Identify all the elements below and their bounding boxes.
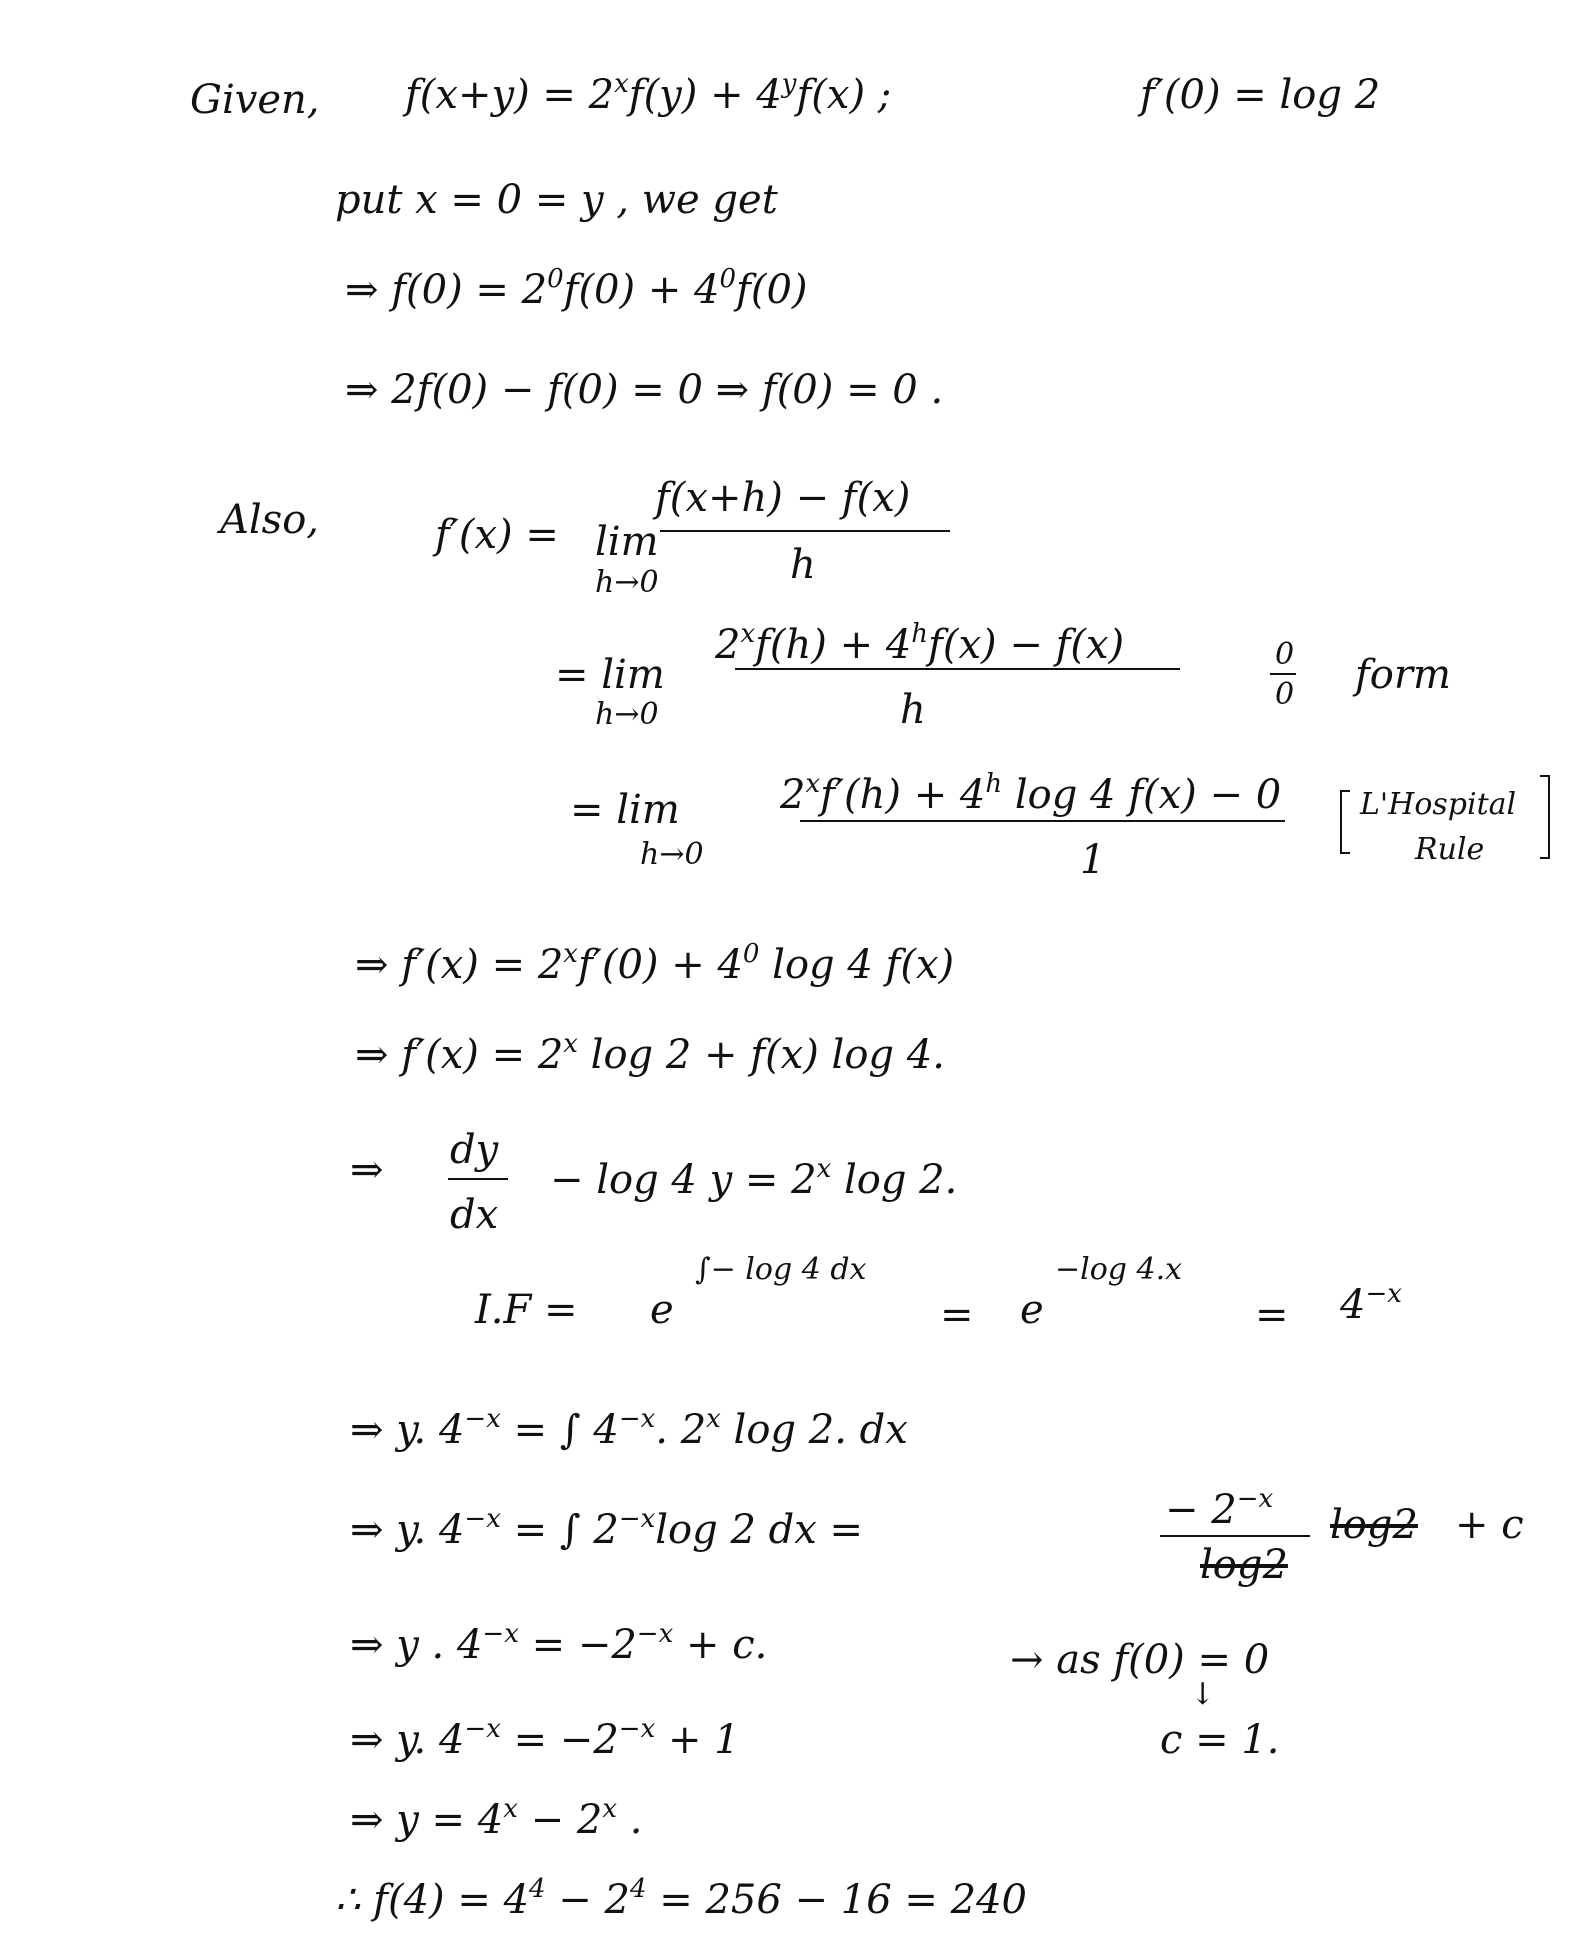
eq-sup: −x [464, 1714, 501, 1744]
step-y [350, 1794, 643, 1843]
implies-arrow: ⇒ [350, 1147, 384, 1193]
step-int-1 [350, 1404, 908, 1453]
eq-sup: h [985, 769, 1003, 799]
eq-part: ⇒ y. 4 [350, 1717, 465, 1763]
eq-part: = −2 [500, 1717, 619, 1763]
eq-sup: −x [618, 1714, 656, 1744]
eq-part: + c. [673, 1622, 768, 1668]
eq-part: f(h) + 4 [755, 622, 912, 668]
eq-part: log 4 f(x) − 0 [1002, 772, 1282, 818]
zero-over-zero-num: 0 [1275, 637, 1295, 672]
fraction-bar [660, 530, 950, 532]
eq-sup: x [563, 1029, 578, 1059]
given-label: Given, [190, 77, 320, 123]
eq-part: ⇒ y = 4 [350, 1797, 504, 1843]
if-eq1: = [940, 1292, 974, 1338]
lim-sub-1: h→0 [595, 565, 659, 600]
eq-part: f′(0) + 4 [577, 942, 743, 988]
eq-part: = ∫ 4 [500, 1407, 619, 1453]
den-3: 1 [1080, 837, 1106, 883]
eq-part: − log 4 y = 2 [550, 1157, 817, 1203]
eq-sup: x [563, 939, 578, 969]
eq-sup: x [503, 1794, 518, 1824]
eq-part: f′(h) + 4 [820, 772, 986, 818]
dy: dy [450, 1127, 499, 1173]
lim-3: = lim [570, 787, 680, 833]
step-c-2 [350, 1714, 740, 1763]
int-result-num [1165, 1484, 1274, 1533]
eq-part: = −2 [518, 1622, 637, 1668]
c-equals-one: c = 1. [1160, 1717, 1280, 1763]
num-2 [715, 619, 1125, 668]
int-result-den: log2 [1200, 1542, 1288, 1588]
if-label: I.F = [475, 1287, 578, 1333]
eq-sup: x [706, 1404, 721, 1434]
eq-part: log 4 f(x) [759, 942, 955, 988]
final-answer [335, 1874, 1027, 1923]
eq-sup: −x [636, 1619, 674, 1649]
eq-part: ⇒ y. 4 [350, 1407, 465, 1453]
eq-part: f(x+y) = 2 [405, 72, 615, 118]
eq-sup: x [740, 619, 756, 649]
eq-part: = ∫ 2 [500, 1507, 619, 1553]
num-1: f(x+h) − f(x) [655, 475, 911, 521]
eq-part: . 2 [655, 1407, 707, 1453]
eq-part: log 2 + f(x) log 4. [577, 1032, 945, 1078]
eq-sup: 4 [529, 1874, 546, 1904]
den-2: h [900, 687, 926, 733]
fraction-bar [735, 668, 1180, 670]
eq-sup: −x [1365, 1279, 1402, 1309]
as-f0-note: → as f(0) = 0 [1010, 1637, 1270, 1683]
num-3 [780, 769, 1282, 818]
eq-sup: x [816, 1154, 832, 1184]
if-e1: e [650, 1287, 674, 1333]
fraction-bar [1160, 1535, 1310, 1537]
step-f0-zero: ⇒ 2f(0) − f(0) = 0 ⇒ f(0) = 0 . [345, 367, 944, 413]
eq-sup: −x [464, 1504, 501, 1534]
left-bracket [1340, 790, 1350, 854]
eq-part: f(0) [736, 267, 808, 313]
eq-part: . [616, 1797, 643, 1843]
eq-part: ⇒ y . 4 [350, 1622, 483, 1668]
eq-part: log 2. dx [720, 1407, 908, 1453]
eq-part: 2 [780, 772, 806, 818]
fraction-bar [800, 820, 1285, 822]
eq-sup: y [781, 69, 797, 99]
lim-sub-3: h→0 [640, 837, 704, 872]
zero-over-zero-den: 0 [1275, 677, 1295, 712]
functional-equation [405, 69, 892, 118]
struck-log2: log2 [1330, 1502, 1418, 1548]
eq-part: ⇒ y. 4 [350, 1507, 465, 1553]
eq-sup: 0 [719, 264, 737, 294]
form-label: form [1355, 652, 1451, 698]
eq-sup: h [911, 619, 929, 649]
eq-part: + 1 [655, 1717, 740, 1763]
eq-part: ⇒ f(0) = 2 [345, 267, 548, 313]
down-arrow: ↓ [1190, 1677, 1216, 1712]
step-int-2 [350, 1504, 864, 1553]
eq-part: − 2 [517, 1797, 603, 1843]
eq-part: f(x) − f(x) [928, 622, 1125, 668]
eq-sup: −x [464, 1404, 501, 1434]
lim-sub-2: h→0 [595, 697, 659, 732]
dx: dx [450, 1192, 499, 1238]
fraction-bar [1270, 673, 1296, 675]
eq-part: − 2 [1165, 1487, 1237, 1533]
eq-part: log 2. [831, 1157, 958, 1203]
eq-sup: −x [482, 1619, 519, 1649]
derivative-condition: f′(0) = log 2 [1140, 72, 1381, 118]
eq-part: f(y) + 4 [628, 72, 782, 118]
eq-sup: 0 [547, 264, 564, 294]
eq-part: ⇒ f′(x) = 2 [355, 1032, 564, 1078]
eq-sup: x [614, 69, 629, 99]
step-c-1 [350, 1619, 768, 1668]
lim-2: = lim [555, 652, 665, 698]
rule-note-line2: Rule [1415, 832, 1485, 867]
den-1: h [790, 542, 816, 588]
de-rest [550, 1154, 958, 1203]
rule-note-line1: L'Hospital [1360, 787, 1517, 822]
eq-part: ⇒ f′(x) = 2 [355, 942, 564, 988]
eq-sup: −x [618, 1504, 656, 1534]
if-result [1340, 1279, 1402, 1328]
plus-c: + c [1455, 1502, 1524, 1548]
eq-sup: 0 [742, 939, 760, 969]
eq-sup: x [805, 769, 821, 799]
fprime-x: f′(x) = [435, 512, 559, 558]
eq-part: log 2 dx = [655, 1507, 864, 1553]
eq-part: 4 [1340, 1282, 1366, 1328]
eq-sup: 4 [629, 1874, 647, 1904]
right-bracket [1540, 775, 1550, 859]
eq-sup: x [602, 1794, 617, 1824]
eq-part: − 2 [545, 1877, 630, 1923]
step-fprime-2 [355, 1029, 945, 1078]
if-exp1: ∫− log 4 dx [695, 1252, 867, 1287]
lim-1: lim [595, 519, 659, 565]
step-put: put x = 0 = y , we get [335, 177, 778, 223]
eq-sup: −x [1236, 1484, 1274, 1514]
step-fprime-1 [355, 939, 955, 988]
if-exp2: −log 4.x [1055, 1252, 1183, 1287]
step-f0 [345, 264, 808, 313]
eq-part: f(x) ; [796, 72, 892, 118]
if-e2: e [1020, 1287, 1044, 1333]
eq-part: 2 [715, 622, 741, 668]
fraction-bar [448, 1178, 508, 1180]
eq-part: f(0) + 4 [563, 267, 720, 313]
eq-part: = 256 − 16 = 240 [646, 1877, 1027, 1923]
also-label: Also, [220, 497, 320, 543]
eq-part: ∴ f(4) = 4 [335, 1877, 530, 1923]
if-eq2: = [1255, 1292, 1289, 1338]
eq-sup: −x [618, 1404, 656, 1434]
